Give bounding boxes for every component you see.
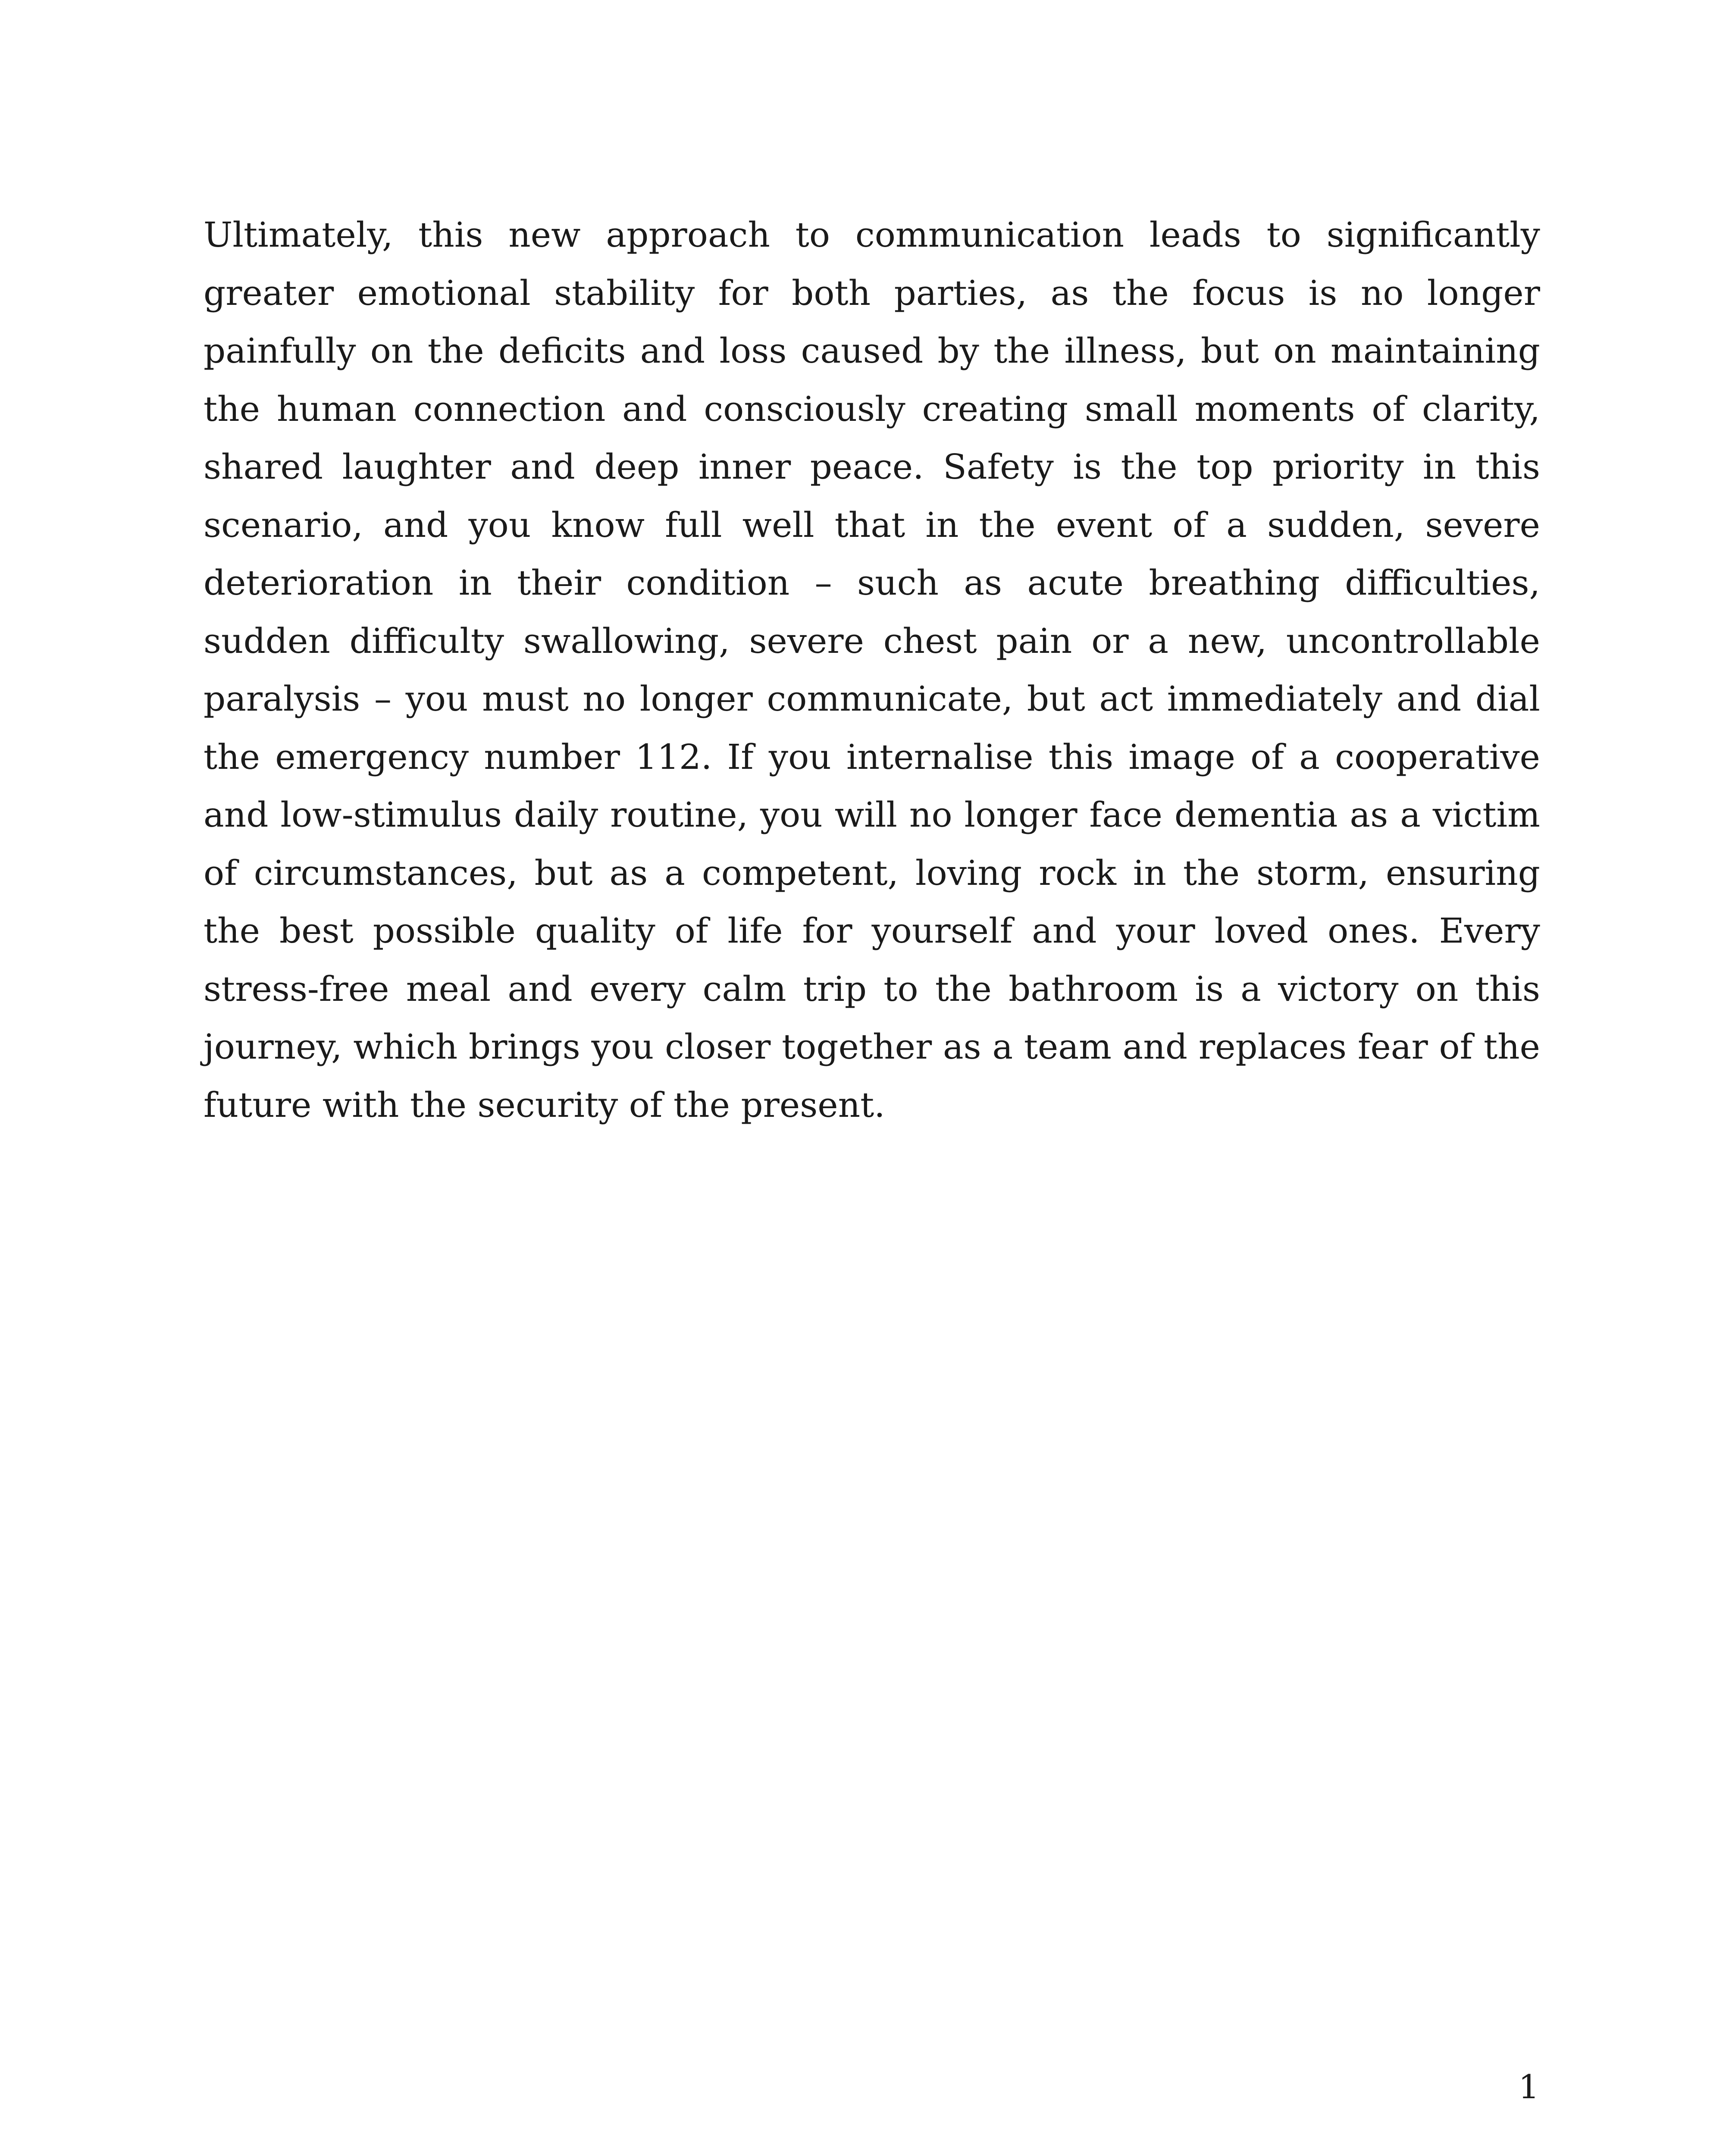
body-paragraph: Ultimately, this new approach to communication leads to significantly greater emotional stability for both parties, as the focus is no longer painfully on the deficits and loss caused by the illness, but on maintaining the human connection and consciously creating small moments of clarity, shared laughter and deep inner peace. Safety is the top priority in this scenario, and you know full well that in the event of a sudden, severe deterioration in their condition – such as acute breathing difficulties, sudden difficulty swallowing, severe chest pain or a new, uncontrollable paralysis – you must no longer communicate, but act immediately and dial the emergency number 112. If you internalise this image of a cooperative and low-stimulus daily routine, you will no longer face dementia as a victim of circumstances, but as a competent, loving rock in the storm, ensuring the best possible quality of life for yourself and your loved ones. Every stress-free meal and every calm trip to the bathroom is a victory on this journey, which brings you closer together as a team and replaces fear of the future with the security of the present. xyxy=(204,215,1540,1125)
page-number: 1 xyxy=(1518,2068,1539,2106)
